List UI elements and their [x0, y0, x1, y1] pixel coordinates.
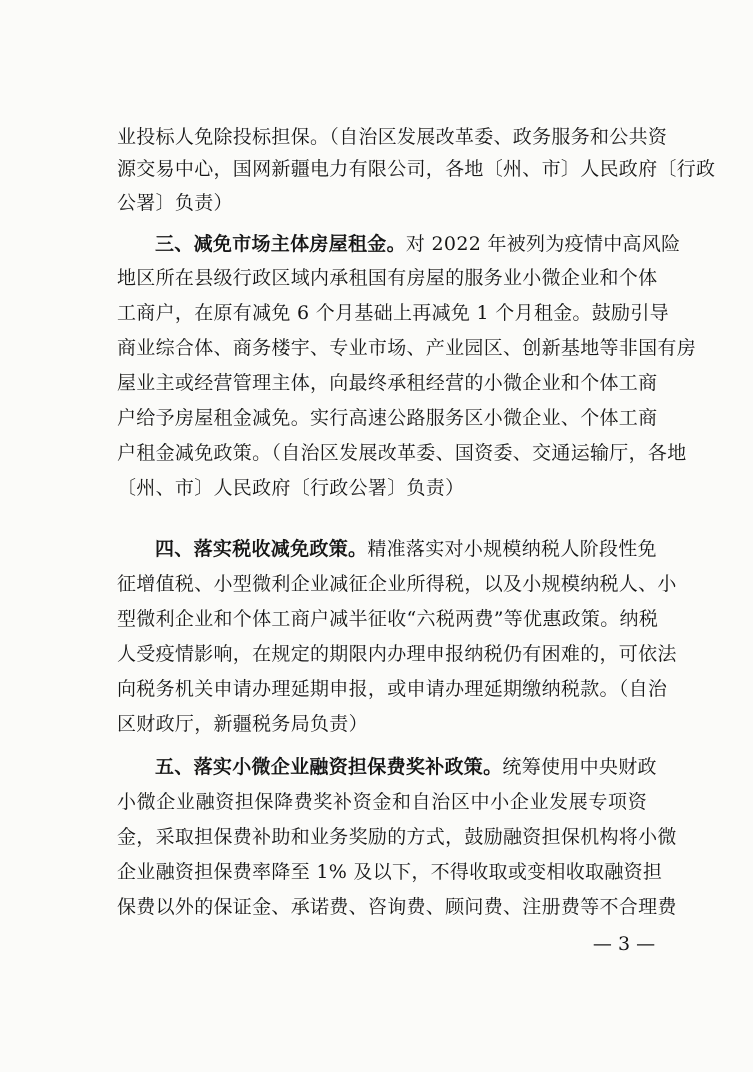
- section-four-line: 向税务机关申请办理延期申报，或申请办理延期缴纳税款。（自治: [117, 678, 668, 700]
- section-three-first-line: [155, 228, 681, 260]
- section-three-heading: 三、减免市场主体房屋租金。: [155, 233, 406, 255]
- intro-line-2: 源交易中心，国网新疆电力有限公司，各地〔州、市〕人民政府〔行政: [117, 158, 716, 180]
- section-four-line: 征增值税、小型微利企业减征企业所得税，以及小规模纳税人、小: [117, 573, 677, 595]
- section-three-line: 户租金减免政策。（自治区发展改革委、国资委、交通运输厅，各地: [117, 442, 687, 464]
- section-four-heading: 四、落实税收减免政策。: [155, 538, 368, 560]
- section-three-line: 户给予房屋租金减免。实行高速公路服务区小微企业、个体工商: [117, 407, 658, 429]
- section-three-line: 屋业主或经营管理主体，向最终承租经营的小微企业和个体工商: [117, 372, 658, 394]
- section-five-heading: 五、落实小微企业融资担保费奖补政策。: [155, 756, 503, 778]
- section-five-line: 保费以外的保证金、承诺费、咨询费、顾问费、注册费等不合理费: [117, 896, 677, 918]
- section-four-line: 人受疫情影响，在规定的期限内办理申报纳税仍有困难的，可依法: [117, 643, 677, 665]
- section-three-first-line-text: 对 2022 年被列为疫情中高风险: [405, 233, 681, 255]
- section-five-first-line: [155, 751, 657, 783]
- section-five-line: 金，采取担保费补助和业务奖励的方式，鼓励融资担保机构将小微: [117, 826, 677, 848]
- section-four-line: 区财政厅，新疆税务局负责）: [117, 713, 368, 735]
- section-four-line: 型微利企业和个体工商户减半征收“六税两费”等优惠政策。纳税: [117, 608, 659, 630]
- section-five-line: 企业融资担保费率降至 1% 及以下，不得收取或变相收取融资担: [117, 861, 663, 883]
- section-five-line: 小微企业融资担保降费奖补资金和自治区中小企业发展专项资: [117, 791, 647, 813]
- section-three-line: 商业综合体、商务楼宇、专业市场、产业园区、创新基地等非国有房: [117, 337, 697, 359]
- section-four-first-line: [155, 533, 657, 565]
- section-three-line: 〔州、市〕人民政府〔行政公署〕负责）: [117, 477, 465, 499]
- section-three-line: 地区所在县级行政区域内承租国有房屋的服务业小微企业和个体: [117, 267, 658, 289]
- page-number: — 3 —: [592, 933, 656, 955]
- intro-line-3: 公署〕负责）: [117, 192, 233, 214]
- section-five-first-line-text: 统筹使用中央财政: [502, 756, 657, 778]
- section-three-line: 工商户，在原有减免 6 个月基础上再减免 1 个月租金。鼓励引导: [117, 302, 669, 324]
- section-four-first-line-text: 精准落实对小规模纳税人阶段性免: [367, 538, 657, 560]
- intro-line-1: 业投标人免除投标担保。（自治区发展改革委、政务服务和公共资: [117, 126, 668, 148]
